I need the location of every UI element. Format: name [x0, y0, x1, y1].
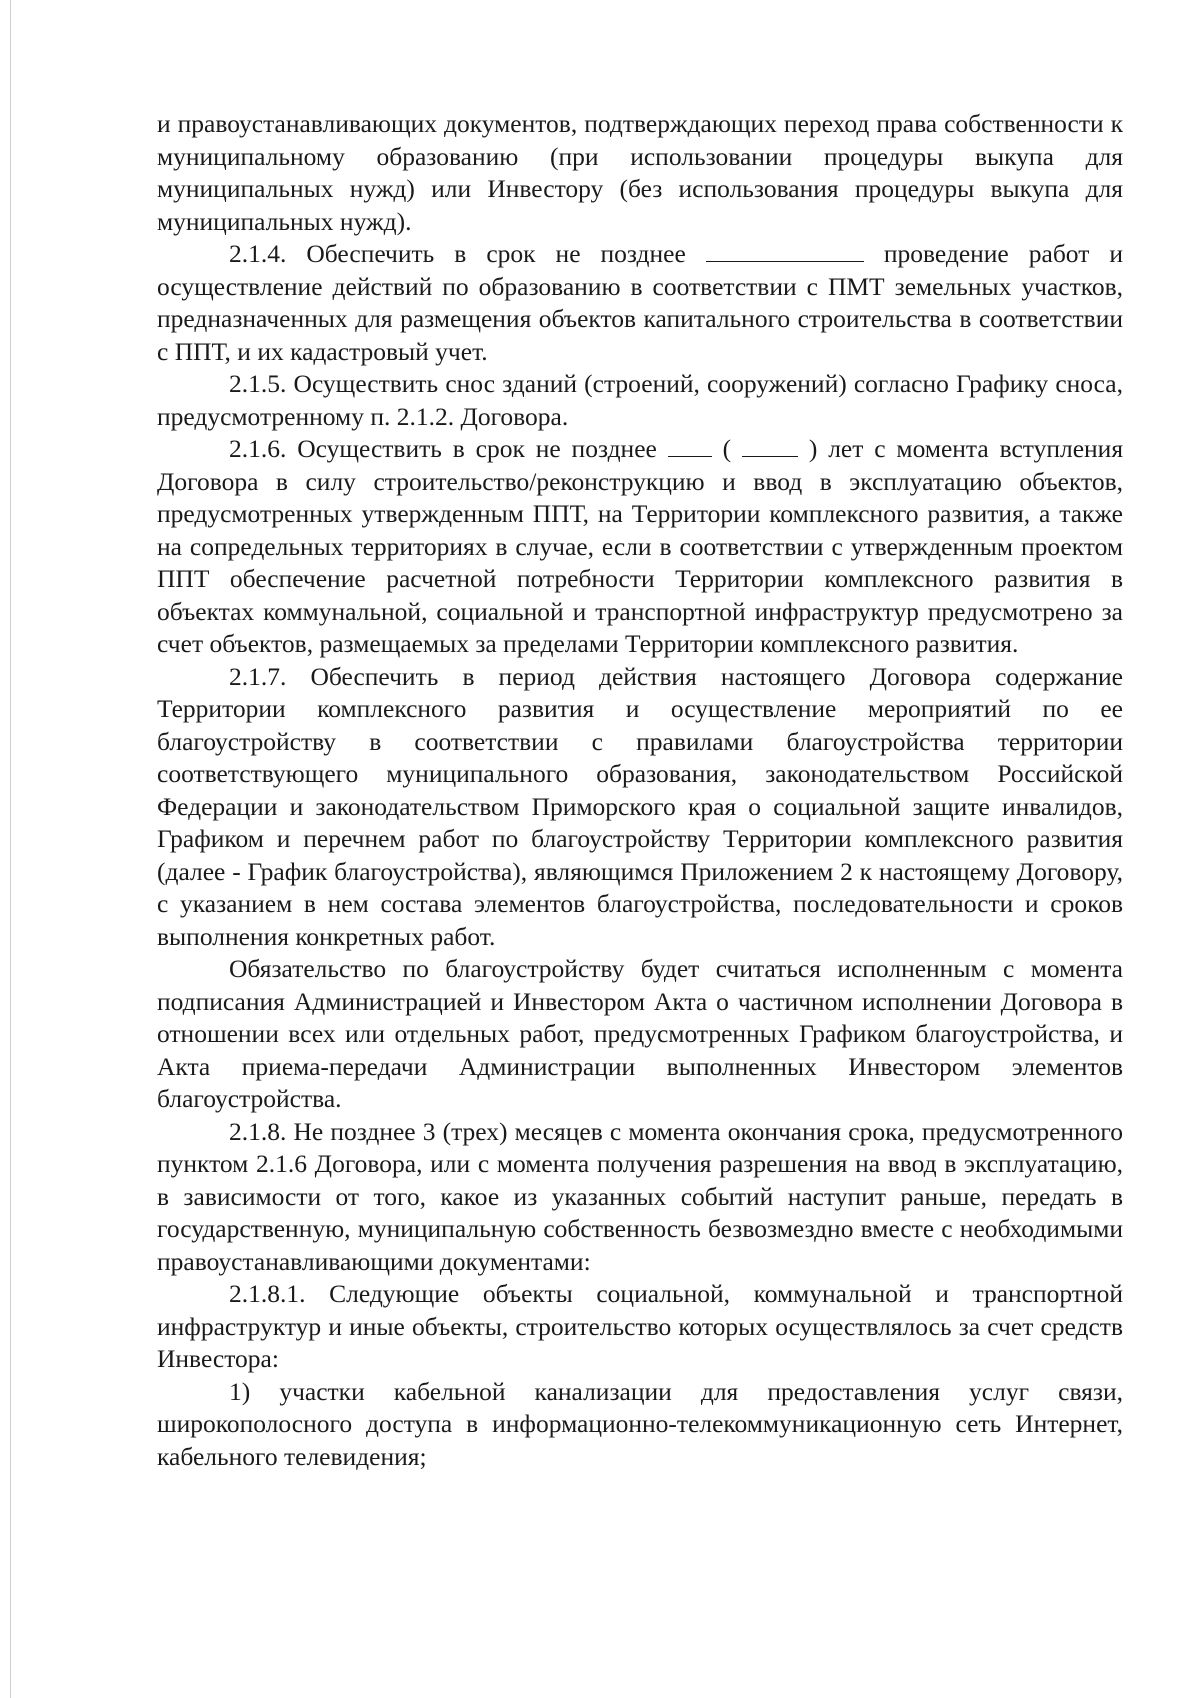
paragraph-2-1-7: 2.1.7. Обеспечить в период действия настоящего Договора содержание Территории комплексного развития и осуществление мероприятий по ее благоустройству в соответствии с правилами благоустройства территории соответствующего муниципального образования, законодательством Российской Федерации и законодательством Приморского края о социальной защите инвалидов, Графиком и перечнем работ по благоустройству Территории комплексного развития (далее - График благоустройства), являющимся Приложением 2 к настоящему Договору, с указанием в нем состава элементов благоустройства, последовательности и сроков выполнения конкретных работ.: [157, 661, 1123, 951]
paragraph-2-1-4: [157, 238, 1123, 368]
paragraph-2-1-8-1: 2.1.8.1. Следующие объекты социальной, коммунальной и транспортной инфраструктур и иные объекты, строительство которых осуществлялось за счет средств Инвестора:: [157, 1279, 1123, 1373]
document-body: [157, 108, 1123, 1473]
scan-edge-line: [10, 0, 11, 1698]
paragraph-2-1-4-after: проведение работ и осуществление действий по образованию в соответствии с ПМТ земельных участков, предназначенных для размещения объектов капитального строительства в соответствии с ППТ, и их кадастровый учет.: [157, 239, 1124, 366]
paragraph-2-1-6-paren-close: ): [808, 434, 818, 463]
paragraph-2-1-8: 2.1.8. Не позднее 3 (трех) месяцев с момента окончания срока, предусмотренного пунктом 2.1.6 Договора, или с момента получения разрешения на ввод в эксплуатацию, в зависимости от того, какое из указанных событий наступит раньше, передать в государственную, муниципальную собственность безвозмездно вместе с необходимыми правоустанавливающими документами:: [157, 1116, 1123, 1276]
paragraph-2-1-5: 2.1.5. Осуществить снос зданий (строений, сооружений) согласно Графику сноса, предусмотренному п. 2.1.2. Договора.: [157, 369, 1123, 431]
paragraph-obligation: Обязательство по благоустройству будет считаться исполненным с момента подписания Администрацией и Инвестором Акта о частичном исполнении Договора в отношении всех или отдельных работ, предусмотренных Графиком благоустройства, и Акта приема-передачи Администрации выполненных Инвестором элементов благоустройства.: [157, 954, 1123, 1113]
paragraph-2-1-6: [157, 433, 1123, 661]
blank-field-deadline: [706, 241, 864, 262]
paragraph-2-1-4-before: 2.1.4. Обеспечить в срок не позднее: [229, 239, 686, 268]
list-item-1: 1) участки кабельной канализации для предоставления услуг связи, широкополосного доступа в информационно-телекоммуникационную сеть Интернет, кабельного телевидения;: [157, 1376, 1123, 1471]
paragraph-2-1-6-after: лет с момента вступления Договора в силу строительство/реконструкцию и ввод в эксплуатацию объектов, предусмотренных утвержденным ППТ, на Территории комплексного развития, а также на сопредельных территориях в случае, если в соответствии с утвержденным проектом ППТ обеспечение расчетной потребности Территории комплексного развития в объектах коммунальной, социальной и транспортной инфраструктур предусмотрено за счет объектов, размещаемых за пределами Территории комплексного развития.: [157, 434, 1124, 658]
blank-field-years-words: [742, 436, 798, 457]
paragraph-continuation: и правоустанавливающих документов, подтверждающих переход права собственности к муниципальному образованию (при использовании процедуры выкупа для муниципальных нужд) или Инвестору (без использования процедуры выкупа для муниципальных нужд).: [157, 109, 1123, 236]
blank-field-years-number: [668, 436, 712, 457]
paragraph-2-1-6-paren-open: (: [722, 434, 732, 463]
paragraph-2-1-6-before: 2.1.6. Осуществить в срок не позднее: [229, 434, 657, 463]
